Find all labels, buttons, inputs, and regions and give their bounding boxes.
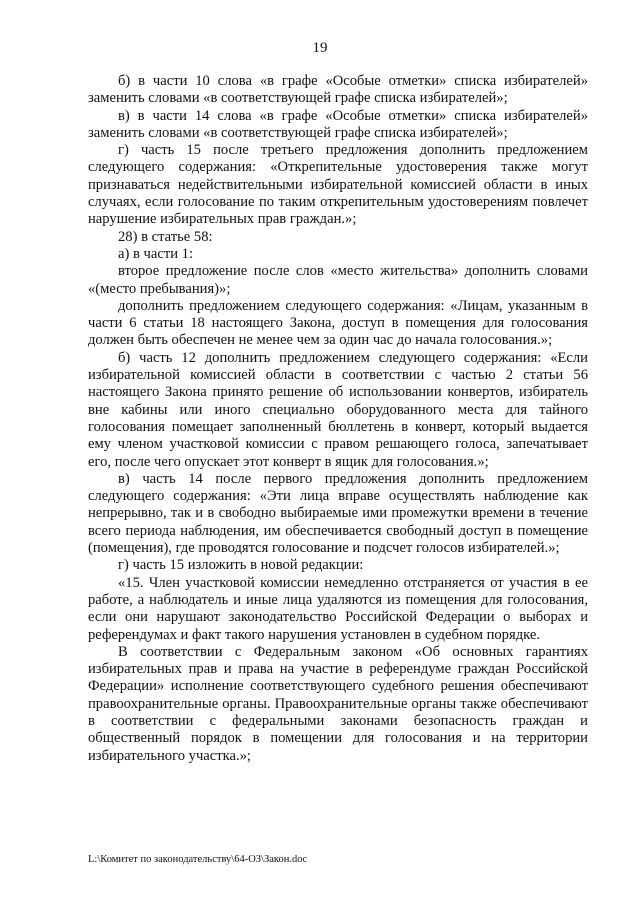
paragraph-v-part-14: в) в части 14 слова «в графе «Особые отметки» списка избирателей» заменить словами «в соответствующей графе списка избирателей»; — [88, 107, 588, 141]
page-number: 19 — [312, 40, 328, 56]
paragraph-second-sentence: второе предложение после слов «место жительства» дополнить словами «(место пребывания)»; — [88, 263, 588, 297]
paragraph-item-28: 28) в статье 58: — [118, 228, 213, 245]
paragraph-g-part-15-new: г) часть 15 изложить в новой редакции: — [118, 557, 364, 574]
paragraph-v-part-14-observers: в) часть 14 после первого предложения дополнить предложением следующего содержания: «Эти лица вправе осуществлять наблюдение как непрерывно, так и в свободно выбираемые ими промежутки времени в течение всего периода наблюдения, им обеспечивается свободный доступ в помещение (помещения), где проводятся голосование и подсчет голосов избирателей.»; — [88, 470, 588, 557]
paragraph-g-part-15: г) часть 15 после третьего предложения дополнить предложением следующего содержания: «Открепительные удостоверения также могут признаваться недействительными избирательной комиссией области в иных случаях, если голосование по таким открепительным удостоверениям повлечет нарушение избирательных прав граждан.»; — [88, 142, 588, 228]
paragraph-b-part-12: б) часть 12 дополнить предложением следующего содержания: «Если избирательной комиссией области в соответствии с частью 2 статьи 56 настоящего Закона принято решение об использовании конвертов, избиратель вне кабины или иного специально оборудованного места для тайного голосования помещает заполненный бюллетень в конверт, который выдается ему членом участковой комиссии с правом решающего голоса, запечатывает его, после чего опускает этот конверт в ящик для голосования.»; — [88, 349, 588, 470]
document-body — [88, 73, 588, 765]
paragraph-b-part-10: б) в части 10 слова «в графе «Особые отметки» списка избирателей» заменить словами «в соответствующей графе списка избирателей»; — [88, 73, 588, 107]
paragraph-quote-15: «15. Член участковой комиссии немедленно отстраняется от участия в ее работе, а наблюдатель и иные лица удаляются из помещения для голосования, если они нарушают законодательство Российской Федерации о выборах и референдумах и факт такого нарушения установлен в судебном порядке. — [88, 574, 588, 643]
paragraph-supplement-sentence: дополнить предложением следующего содержания: «Лицам, указанным в части 6 статьи 18 настоящего Закона, доступ в помещения для голосования должен быть обеспечен не менее чем за один час до начала голосования.»; — [88, 297, 588, 349]
footer-file-path: L:\Комитет по законодательству\64-ОЗ\Закон.doc — [88, 854, 308, 865]
paragraph-federal-law: В соответствии с Федеральным законом «Об основных гарантиях избирательных прав и права на участие в референдуме граждан Российской Федерации» исполнение соответствующего судебного решения обеспечивают правоохранительные органы. Правоохранительные органы также обеспечивают в соответствии с федеральными законами безопасность граждан и общественный порядок в помещении для голосования и на территории избирательного участка.»; — [88, 643, 588, 764]
paragraph-a-part-1: а) в части 1: — [118, 245, 194, 262]
